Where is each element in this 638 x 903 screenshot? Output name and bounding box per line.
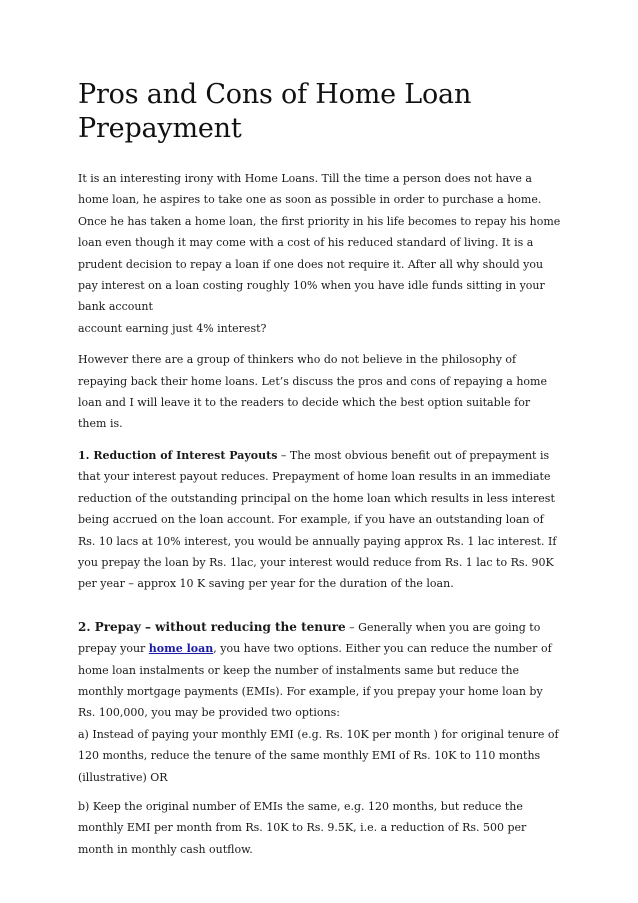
- second-paragraph: However there are a group of thinkers who do not believe in the philosophy of repaying back their home loans. Let’s discuss the pros and cons of repaying a home loan and I will leave it to the readers to decide which the best option suitable for them is.: [78, 353, 547, 431]
- section-2-text-before-link: – Generally when you are going to prepay your: [78, 620, 541, 656]
- section-2-paragraph: [78, 617, 562, 788]
- section-2-text-after-link: , you have two options. Either you can reduce the number of home loan instalments or keep the number of instalments same but reduce the monthly mortgage payments (EMIs). For example, if you prepay your home loan by Rs. 100,000, you may be provided two options:: [78, 642, 552, 720]
- section-1-heading: 1. Reduction of Interest Payouts: [78, 448, 278, 462]
- intro-text-end: account earning just 4% interest?: [78, 321, 267, 335]
- intro-paragraph: [78, 168, 562, 339]
- home-loan-link[interactable]: home loan: [148, 642, 214, 656]
- section-1-paragraph: [78, 445, 562, 595]
- section-1-text: – The most obvious benefit out of prepayment is that your interest payout reduces. Prepayment of home loan results in an immediate reduction of the outstanding principal on the home loan which results in less interest being accrued on the loan account. For example, if you have an outstanding loan of Rs. 10 lacs at 10% interest, you would be annually paying approx Rs. 1 lac interest. If you prepay the loan by Rs. 1lac, your interest would reduce from Rs. 1 lac to Rs. 90K per year – approx 10 K saving per year for the duration of the loan.: [78, 448, 557, 591]
- document-page: [78, 78, 562, 860]
- page-title: Pros and Cons of Home Loan Prepayment: [78, 79, 472, 144]
- intro-text: It is an interesting irony with Home Loans. Till the time a person does not have a home loan, he aspires to take one as soon as possible in order to purchase a home. Once he has taken a home loan, the first priority in his life becomes to repay his home loan even though it may come with a cost of his reduced standard of living. It is a prudent decision to repay a loan if one does not require it. After all why should you pay interest on a loan costing roughly 10% when you have idle funds sitting in your bank account: [78, 172, 561, 314]
- option-a-text: a) Instead of paying your monthly EMI (e.g. Rs. 10K per month ) for original tenure of 120 months, reduce the tenure of the same monthly EMI of Rs. 10K to 110 months (illustrative) OR: [78, 727, 559, 784]
- section-2-heading: 2. Prepay – without reducing the tenure: [78, 619, 346, 634]
- option-b-paragraph: b) Keep the original number of EMIs the same, e.g. 120 months, but reduce the monthly EMI per month from Rs. 10K to Rs. 9.5K, i.e. a reduction of Rs. 500 per month in monthly cash outflow.: [78, 799, 527, 856]
